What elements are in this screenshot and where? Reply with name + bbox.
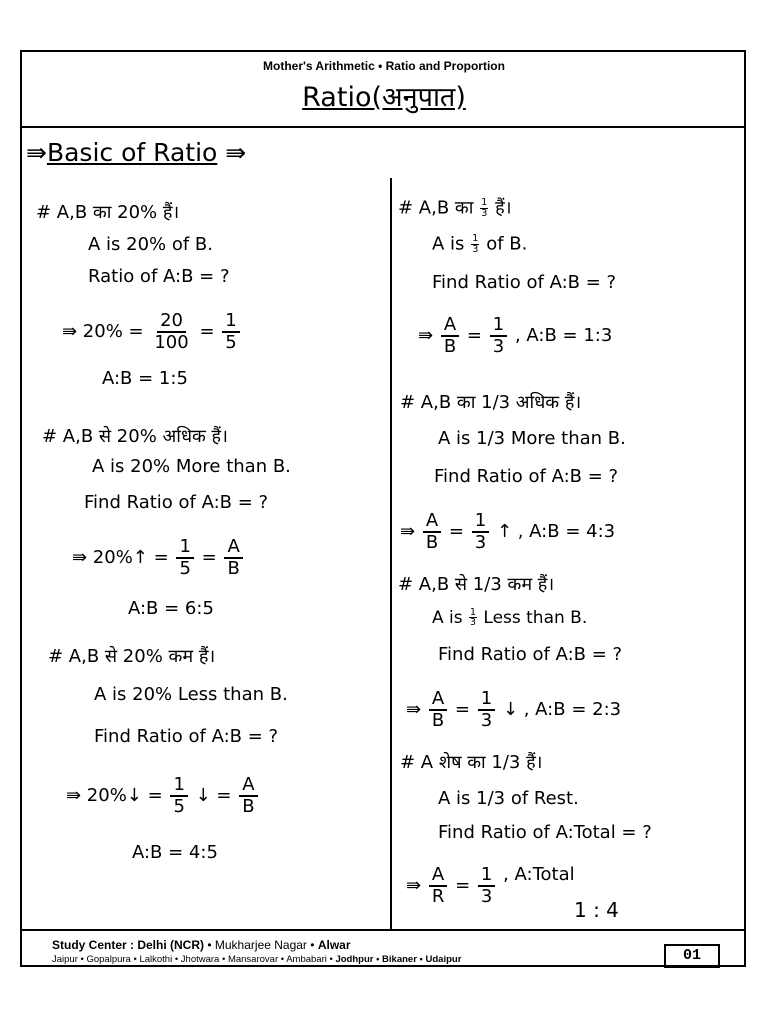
right-b2-line3: Find Ratio of A:B = ? (434, 466, 619, 487)
right-b4-line1: # A शेष का 1/3 हैं। (400, 752, 543, 773)
right-b4-line5: 1 : 4 (574, 898, 619, 922)
section-heading-text: Basic of Ratio (46, 138, 218, 167)
expr-prefix: ⇛ 20%↓ = (66, 785, 163, 806)
fraction: $\frac{1}{3}$ (472, 233, 479, 255)
right-b4-line4: ⇛ $\frac{A}{R}$ = $\frac{1}{3}$ , A:Total (406, 864, 575, 907)
page-header: Mother's Arithmetic • Ratio and Proportion (263, 59, 505, 73)
left-b3-line4 (66, 776, 260, 816)
footer-study-center: Study Center : Delhi (NCR) • Mukharjee Nagar • Alwar (52, 938, 351, 952)
left-b2-line3: Find Ratio of A:B = ? (84, 492, 269, 513)
right-b1-line1: # A,B का $\frac{1}{3}$ हैं। (398, 197, 512, 219)
left-b3-line3: Find Ratio of A:B = ? (94, 726, 279, 747)
fraction: $\frac{A}{R}$ (429, 866, 448, 906)
left-b2-line4 (72, 538, 245, 578)
left-b3-line1: # A,B से 20% कम हैं। (48, 646, 216, 667)
left-b3-line2: A is 20% Less than B. (94, 684, 288, 705)
right-b4-line3: Find Ratio of A:Total = ? (438, 822, 652, 843)
right-b1-line2: A is $\frac{1}{3}$ of B. (432, 233, 528, 255)
right-b2-line4: ⇛ $\frac{A}{B}$ = $\frac{1}{3}$ ↑ , A:B = 4:3 (400, 510, 616, 553)
left-b2-line2: A is 20% More than B. (92, 456, 291, 477)
column-divider (390, 178, 392, 929)
right-b3-line4: ⇛ $\frac{A}{B}$ = $\frac{1}{3}$ ↓ , A:B = 2:3 (406, 688, 622, 731)
right-b4-line2: A is 1/3 of Rest. (438, 788, 579, 809)
fraction: $\frac{A}{B}$ (429, 690, 447, 730)
fraction: $\frac{20}{100}$ (154, 310, 189, 353)
right-b1-line4: ⇛ $\frac{A}{B}$ = $\frac{1}{3}$ , A:B = 1:3 (418, 314, 613, 357)
left-b1-line1: # A,B का 20% हैं। (36, 202, 180, 223)
left-b1-line4 (62, 312, 242, 352)
fraction: $\frac{1}{3}$ (481, 197, 488, 219)
right-b3-line2: A is $\frac{1}{3}$ Less than B. (432, 607, 588, 629)
fraction: $\frac{A}{B}$ (423, 512, 441, 552)
fraction: $\frac{1}{3}$ (472, 512, 489, 552)
left-b1-line3: Ratio of A:B = ? (88, 266, 230, 287)
left-b1-line2: A is 20% of B. (88, 234, 214, 255)
fraction: $\frac{1}{3}$ (478, 866, 495, 906)
equals: = (201, 547, 217, 568)
equals: = (199, 321, 215, 342)
left-b2-line1: # A,B से 20% अधिक हैं। (42, 426, 228, 447)
footer-locations: Jaipur • Gopalpura • Lalkothi • Jhotwara • Mansarovar • Ambabari • Jodhpur • Bikaner • Udaipur (52, 954, 462, 965)
right-b3-line1: # A,B से 1/3 कम हैं। (398, 574, 555, 595)
right-b1-line3: Find Ratio of A:B = ? (432, 272, 617, 293)
expr-prefix: ⇛ 20% = (62, 321, 144, 342)
right-b2-line2: A is 1/3 More than B. (438, 428, 626, 449)
fraction: $\frac{A}{B}$ (441, 316, 459, 356)
left-b1-line5: A:B = 1:5 (102, 368, 188, 389)
title-divider (20, 126, 744, 128)
fraction: $\frac{1}{5}$ (176, 538, 193, 578)
expr-mid: ↓ = (195, 785, 232, 806)
page-title: Ratio(अनुपात) (302, 82, 466, 113)
section-heading: ⇛Basic of Ratio ⇛ (26, 138, 247, 167)
fraction: $\frac{1}{3}$ (478, 690, 495, 730)
right-b3-line3: Find Ratio of A:B = ? (438, 644, 623, 665)
left-b2-line5: A:B = 6:5 (128, 598, 214, 619)
fraction: $\frac{1}{5}$ (222, 312, 239, 352)
fraction: $\frac{1}{5}$ (170, 776, 187, 816)
page-number: 01 (664, 944, 720, 968)
left-b3-line5: A:B = 4:5 (132, 842, 218, 863)
fraction: $\frac{1}{3}$ (490, 316, 507, 356)
expr-prefix: ⇛ 20%↑ = (72, 547, 169, 568)
footer-divider (20, 929, 744, 931)
fraction: $\frac{A}{B}$ (239, 776, 257, 816)
fraction: $\frac{A}{B}$ (224, 538, 242, 578)
fraction: $\frac{1}{3}$ (470, 607, 476, 629)
right-b2-line1: # A,B का 1/3 अधिक हैं। (400, 392, 582, 413)
